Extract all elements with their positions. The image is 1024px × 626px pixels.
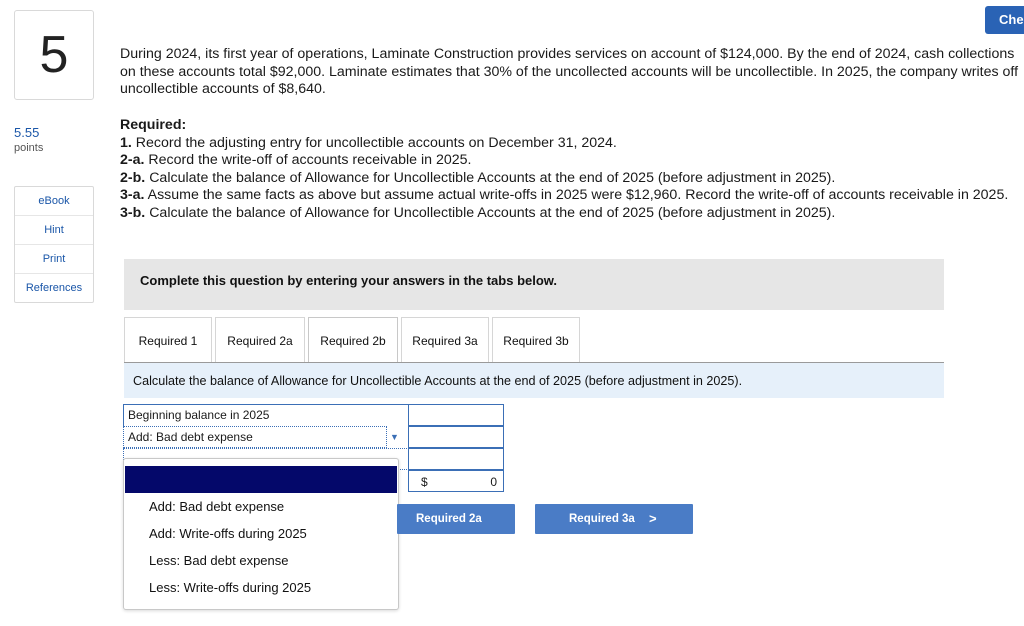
required-title: Required: (120, 117, 187, 133)
chevron-right-icon: > (649, 511, 657, 526)
tab-required-3a[interactable]: Required 3a (401, 317, 489, 363)
instructions-banner (124, 259, 944, 310)
points-label: points (14, 142, 44, 154)
requirement-item: 2-a. Record the write-off of accounts receivable in 2025. (120, 152, 472, 168)
row-label-beginning-balance: Beginning balance in 2025 (123, 404, 409, 426)
tab-required-3b[interactable]: Required 3b (492, 317, 580, 363)
requirements-block (120, 117, 1020, 222)
problem-statement: During 2024, its first year of operations, Laminate Construction provides services on account of $124,000. By the end of 2024, cash collections on these accounts total $92,000. Laminate estimates that 30% of the uncollected accounts will be uncollectible. In 2025, the company writes off uncollectible accounts of $8,640. (120, 46, 1019, 97)
prev-required-button[interactable]: Required 2a (397, 504, 515, 534)
dropdown-option[interactable]: Add: Bad debt expense (149, 499, 285, 514)
ending-balance-total (408, 470, 504, 492)
points-value: 5.55 (14, 125, 40, 140)
sidebar-tools (14, 186, 94, 303)
select-dropdown-menu (123, 458, 399, 610)
tab-instruction: Calculate the balance of Allowance for Uncollectible Accounts at the end of 2025 (before adjustment in 2025). (124, 363, 944, 398)
check-button[interactable]: Che (985, 6, 1024, 34)
chevron-down-icon[interactable]: ▼ (390, 432, 399, 442)
tab-required-2b[interactable]: Required 2b (308, 317, 398, 364)
requirement-item: 3-b. Calculate the balance of Allowance for Uncollectible Accounts at the end of 2025 (before adjustment in 2025). (120, 204, 836, 221)
dropdown-option[interactable]: Less: Write-offs during 2025 (149, 580, 312, 595)
requirement-item: 2-b. Calculate the balance of Allowance for Uncollectible Accounts at the end of 2025 (before adjustment in 2025). (120, 169, 836, 186)
question-number: 5 (14, 10, 94, 100)
row-label-select[interactable]: Add: Bad debt expense (123, 426, 387, 448)
banner-text: Complete this question by entering your answers in the tabs below. (140, 273, 558, 288)
tab-required-2a[interactable]: Required 2a (215, 317, 305, 363)
empty-amount-input[interactable] (408, 448, 504, 470)
sidebar-item-references[interactable]: References (15, 273, 93, 302)
dropdown-option[interactable]: Less: Bad debt expense (149, 553, 289, 568)
tab-required-1[interactable]: Required 1 (124, 317, 212, 363)
currency-symbol: $ (421, 475, 428, 489)
sidebar-item-hint[interactable]: Hint (15, 215, 93, 244)
requirement-item: 1. Record the adjusting entry for uncollectible accounts on December 31, 2024. (120, 134, 617, 151)
sidebar-item-ebook[interactable]: eBook (38, 195, 70, 207)
next-required-button[interactable]: Required 3a > (535, 504, 693, 534)
beginning-balance-input[interactable] (408, 404, 504, 426)
dropdown-option[interactable]: Add: Write-offs during 2025 (149, 526, 307, 541)
requirement-item: 3-a. Assume the same facts as above but assume actual write-offs in 2025 were $12,960. Record the write-off of accounts receivable in 2025. (120, 187, 1009, 203)
bad-debt-amount-input[interactable] (408, 426, 504, 448)
dropdown-selected-blank[interactable] (125, 466, 397, 493)
sidebar-item-print[interactable]: Print (15, 244, 93, 273)
total-value: 0 (490, 475, 497, 489)
